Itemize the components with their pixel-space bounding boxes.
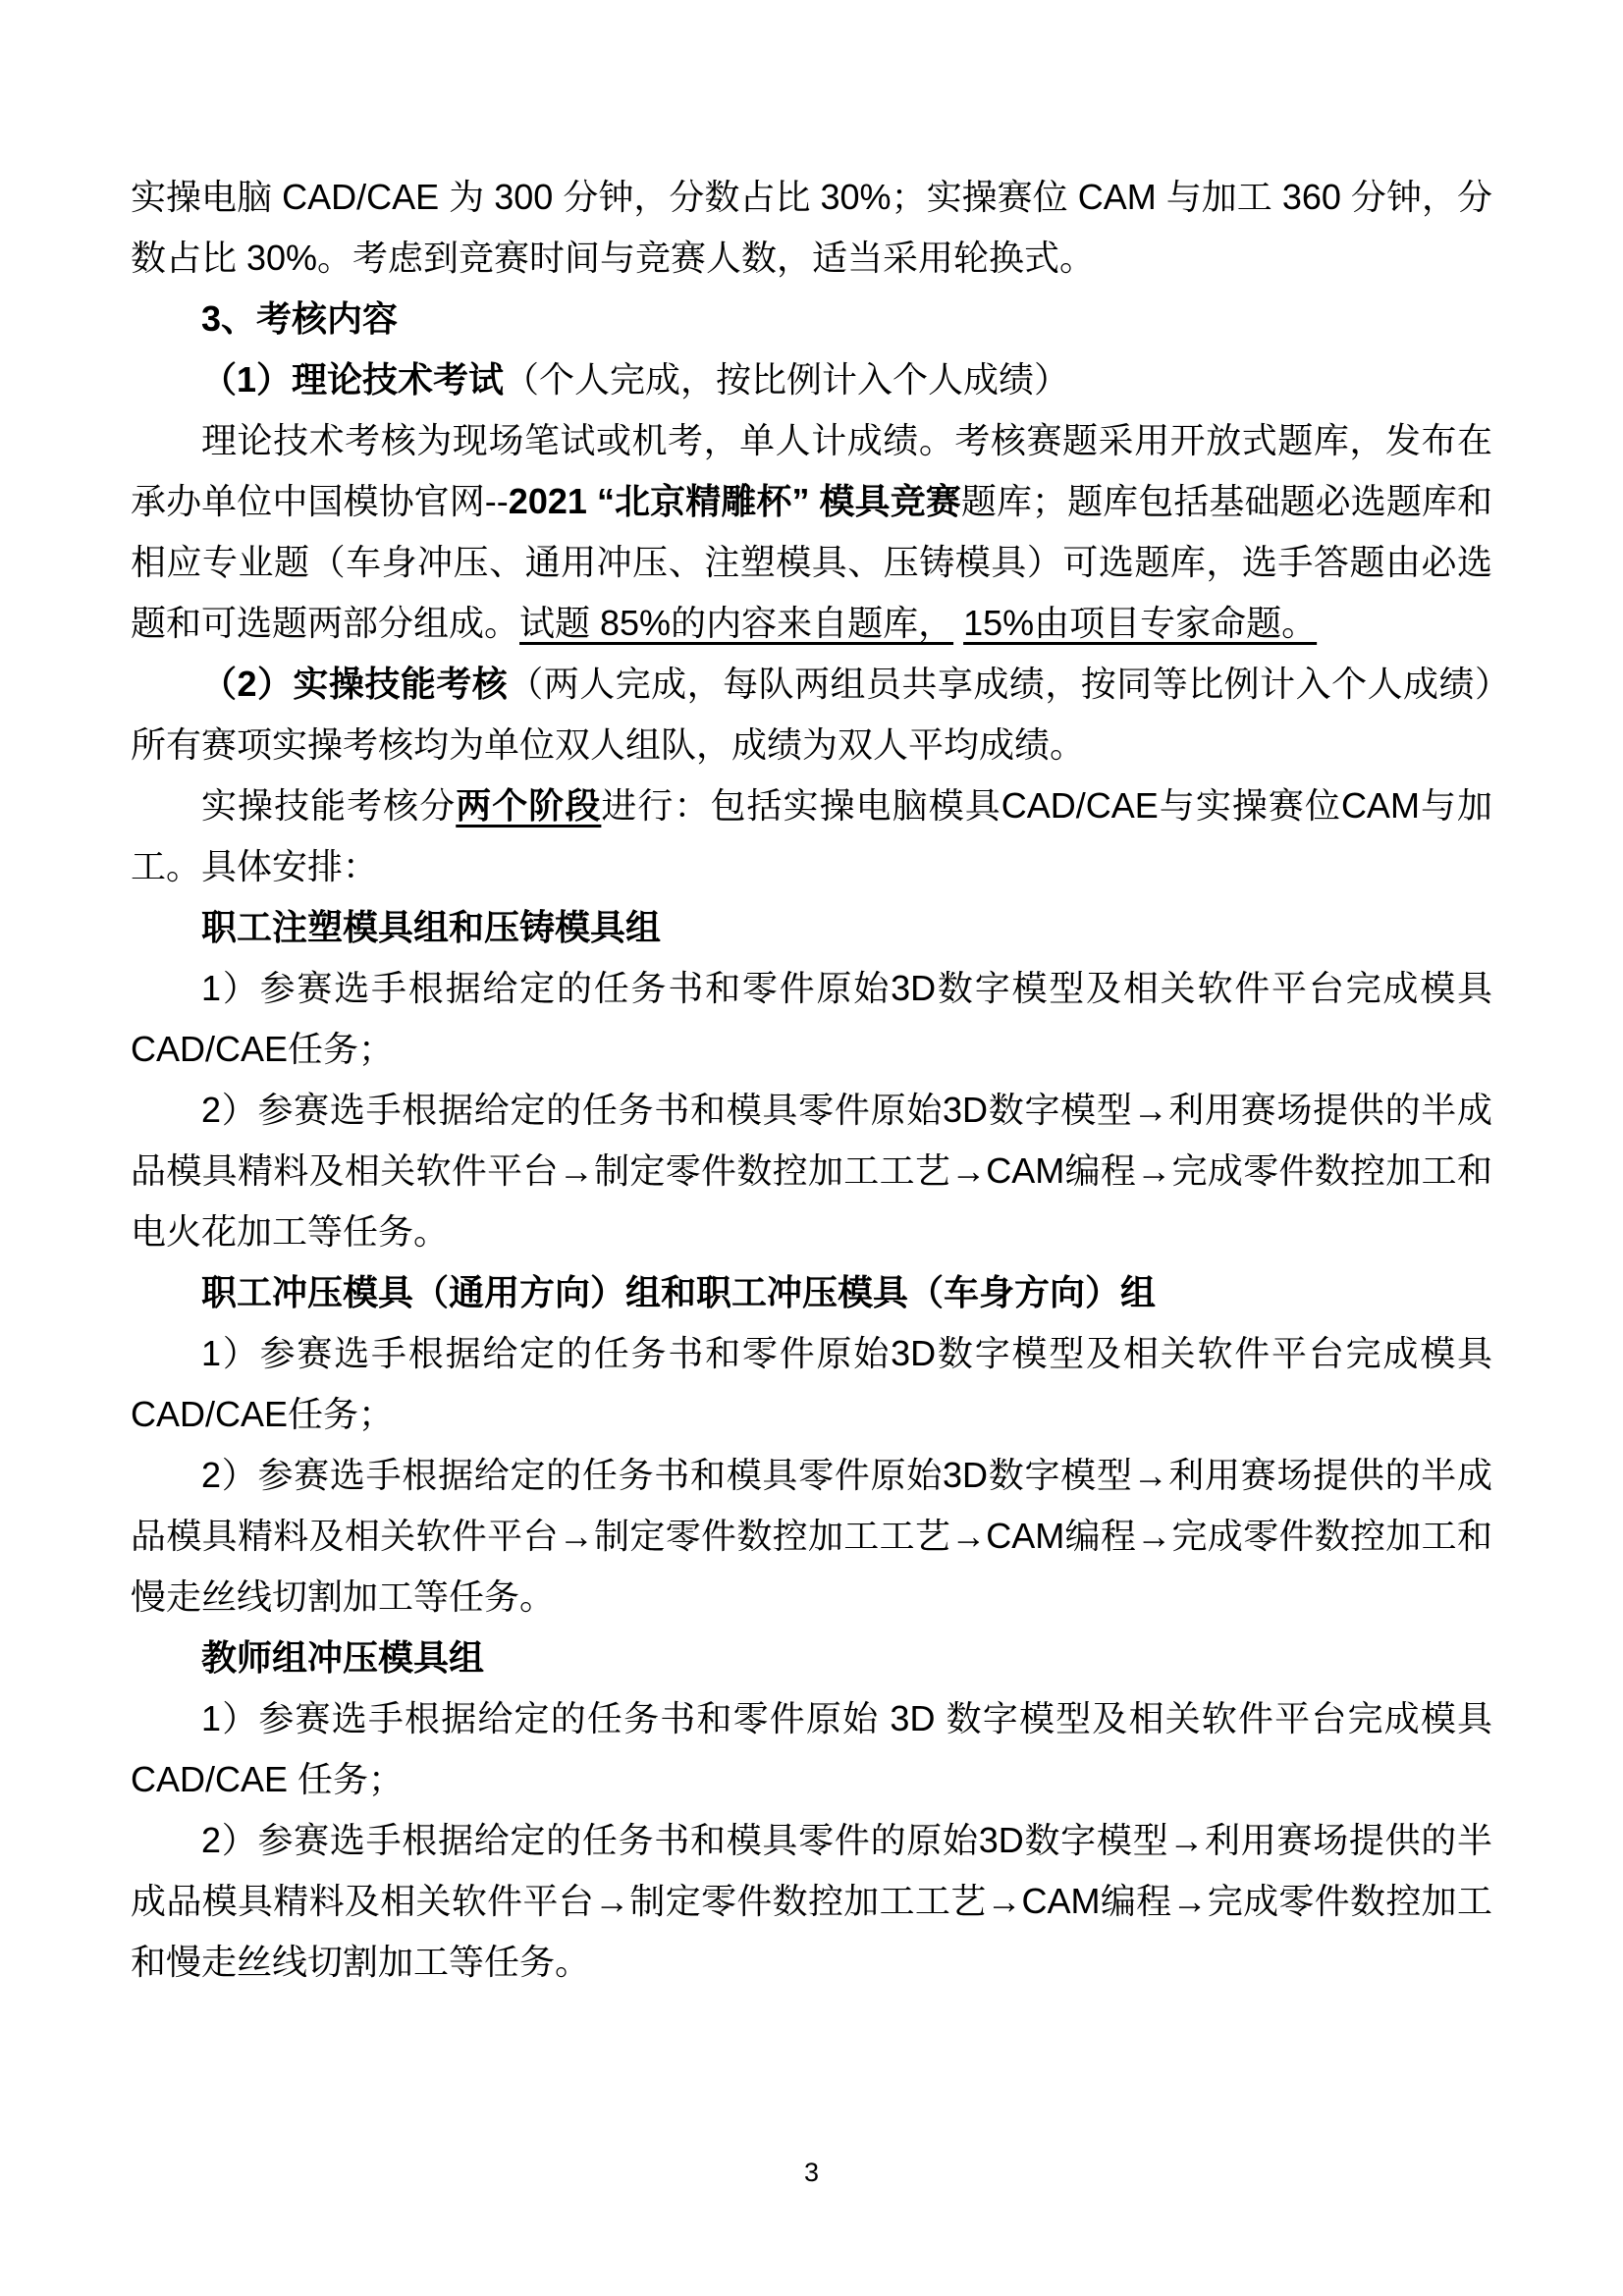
paragraph-duration-scores xyxy=(131,167,1492,289)
text-run: 职工注塑模具组和压铸模具组 xyxy=(201,907,662,947)
text-run-bold: （1）理论技术考试 xyxy=(201,359,505,400)
text-run-bold-underline: 两个阶段 xyxy=(456,785,602,826)
text-run: 2）参赛选手根据给定的任务书和模具零件原始3D数字模型→利用赛场提供的半成品模具精料及相关软件平台→制定零件数控加工工艺→CAM编程→完成零件数控加工和电火花加工等任务。 xyxy=(131,1090,1492,1252)
paragraph-practical-two-stages xyxy=(131,775,1492,897)
heading-group-injection-diecasting xyxy=(131,897,1492,958)
text-run: 教师组冲压模具组 xyxy=(201,1637,485,1678)
paragraph-stamping-task-2 xyxy=(131,1445,1492,1628)
text-run xyxy=(953,603,963,643)
text-run: 实操电脑 CAD/CAE 为 300 分钟，分数占比 30%；实操赛位 CAM 与加工 360 分钟，分数占比 30%。考虑到竞赛时间与竞赛人数，适当采用轮换式。 xyxy=(131,177,1492,278)
paragraph-practical-exam-heading xyxy=(131,654,1492,775)
paragraph-theory-exam-heading xyxy=(131,349,1492,410)
heading-group-stamping xyxy=(131,1262,1492,1323)
text-run: 1）参赛选手根据给定的任务书和零件原始3D数字模型及相关软件平台完成模具CAD/CAE任务； xyxy=(131,968,1492,1069)
text-run: 2）参赛选手根据给定的任务书和模具零件原始3D数字模型→利用赛场提供的半成品模具精料及相关软件平台→制定零件数控加工工艺→CAM编程→完成零件数控加工和慢走丝线切割加工等任务。 xyxy=(131,1455,1492,1617)
paragraph-teacher-task-1 xyxy=(131,1688,1492,1810)
text-run-underline: 试题 85%的内容来自题库， xyxy=(519,603,954,643)
text-run-bold: （2）实操技能考核 xyxy=(201,664,509,704)
text-run: 职工冲压模具（通用方向）组和职工冲压模具（车身方向）组 xyxy=(201,1272,1157,1312)
text-run-bold: 2021 “北京精雕杯” 模具竞赛 xyxy=(508,481,961,521)
text-run: 1）参赛选手根据给定的任务书和零件原始3D数字模型及相关软件平台完成模具CAD/CAE任务； xyxy=(131,1333,1492,1434)
paragraph-stamping-task-1 xyxy=(131,1323,1492,1445)
text-run: 理论技术考核为现场笔试或机考，单人计成绩。考核赛题采用开放式题库，发布在承办单位中国模协官网-- xyxy=(131,420,1492,521)
page-number: 3 xyxy=(803,2158,820,2187)
paragraph-injection-task-2 xyxy=(131,1080,1492,1262)
heading-assessment-content xyxy=(131,289,1492,349)
paragraph-theory-exam-body xyxy=(131,410,1492,654)
text-run: （两人完成，每队两组员共享成绩，按同等比例计入个人成绩）所有赛项实操考核均为单位双人组队，成绩为双人平均成绩。 xyxy=(131,664,1492,765)
text-run: 1）参赛选手根据给定的任务书和零件原始 3D 数字模型及相关软件平台完成模具CAD/CAE 任务； xyxy=(131,1698,1492,1799)
text-run: 实操技能考核分 xyxy=(201,785,457,826)
text-run: 进行：包括实操电脑模具CAD/CAE与实操赛位CAM与加工。具体安排： xyxy=(131,785,1492,886)
text-run: 题库；题库包括基础题必选题库和相应专业题（车身冲压、通用冲压、注塑模具、压铸模具）可选题库，选手答题由必选题和可选题两部分组成。 xyxy=(131,481,1492,643)
text-run-underline: 15%由项目专家命题。 xyxy=(963,603,1318,643)
heading-group-teacher-stamping xyxy=(131,1628,1492,1688)
paragraph-injection-task-1 xyxy=(131,958,1492,1080)
paragraph-teacher-task-2 xyxy=(131,1810,1492,1993)
document-body xyxy=(131,167,1492,1993)
text-run: （个人完成，按比例计入个人成绩） xyxy=(504,359,1070,400)
text-run: 3、考核内容 xyxy=(201,298,399,339)
text-run: 2）参赛选手根据给定的任务书和模具零件的原始3D数字模型→利用赛场提供的半成品模具精料及相关软件平台→制定零件数控加工工艺→CAM编程→完成零件数控加工和慢走丝线切割加工等任务。 xyxy=(131,1820,1492,1982)
